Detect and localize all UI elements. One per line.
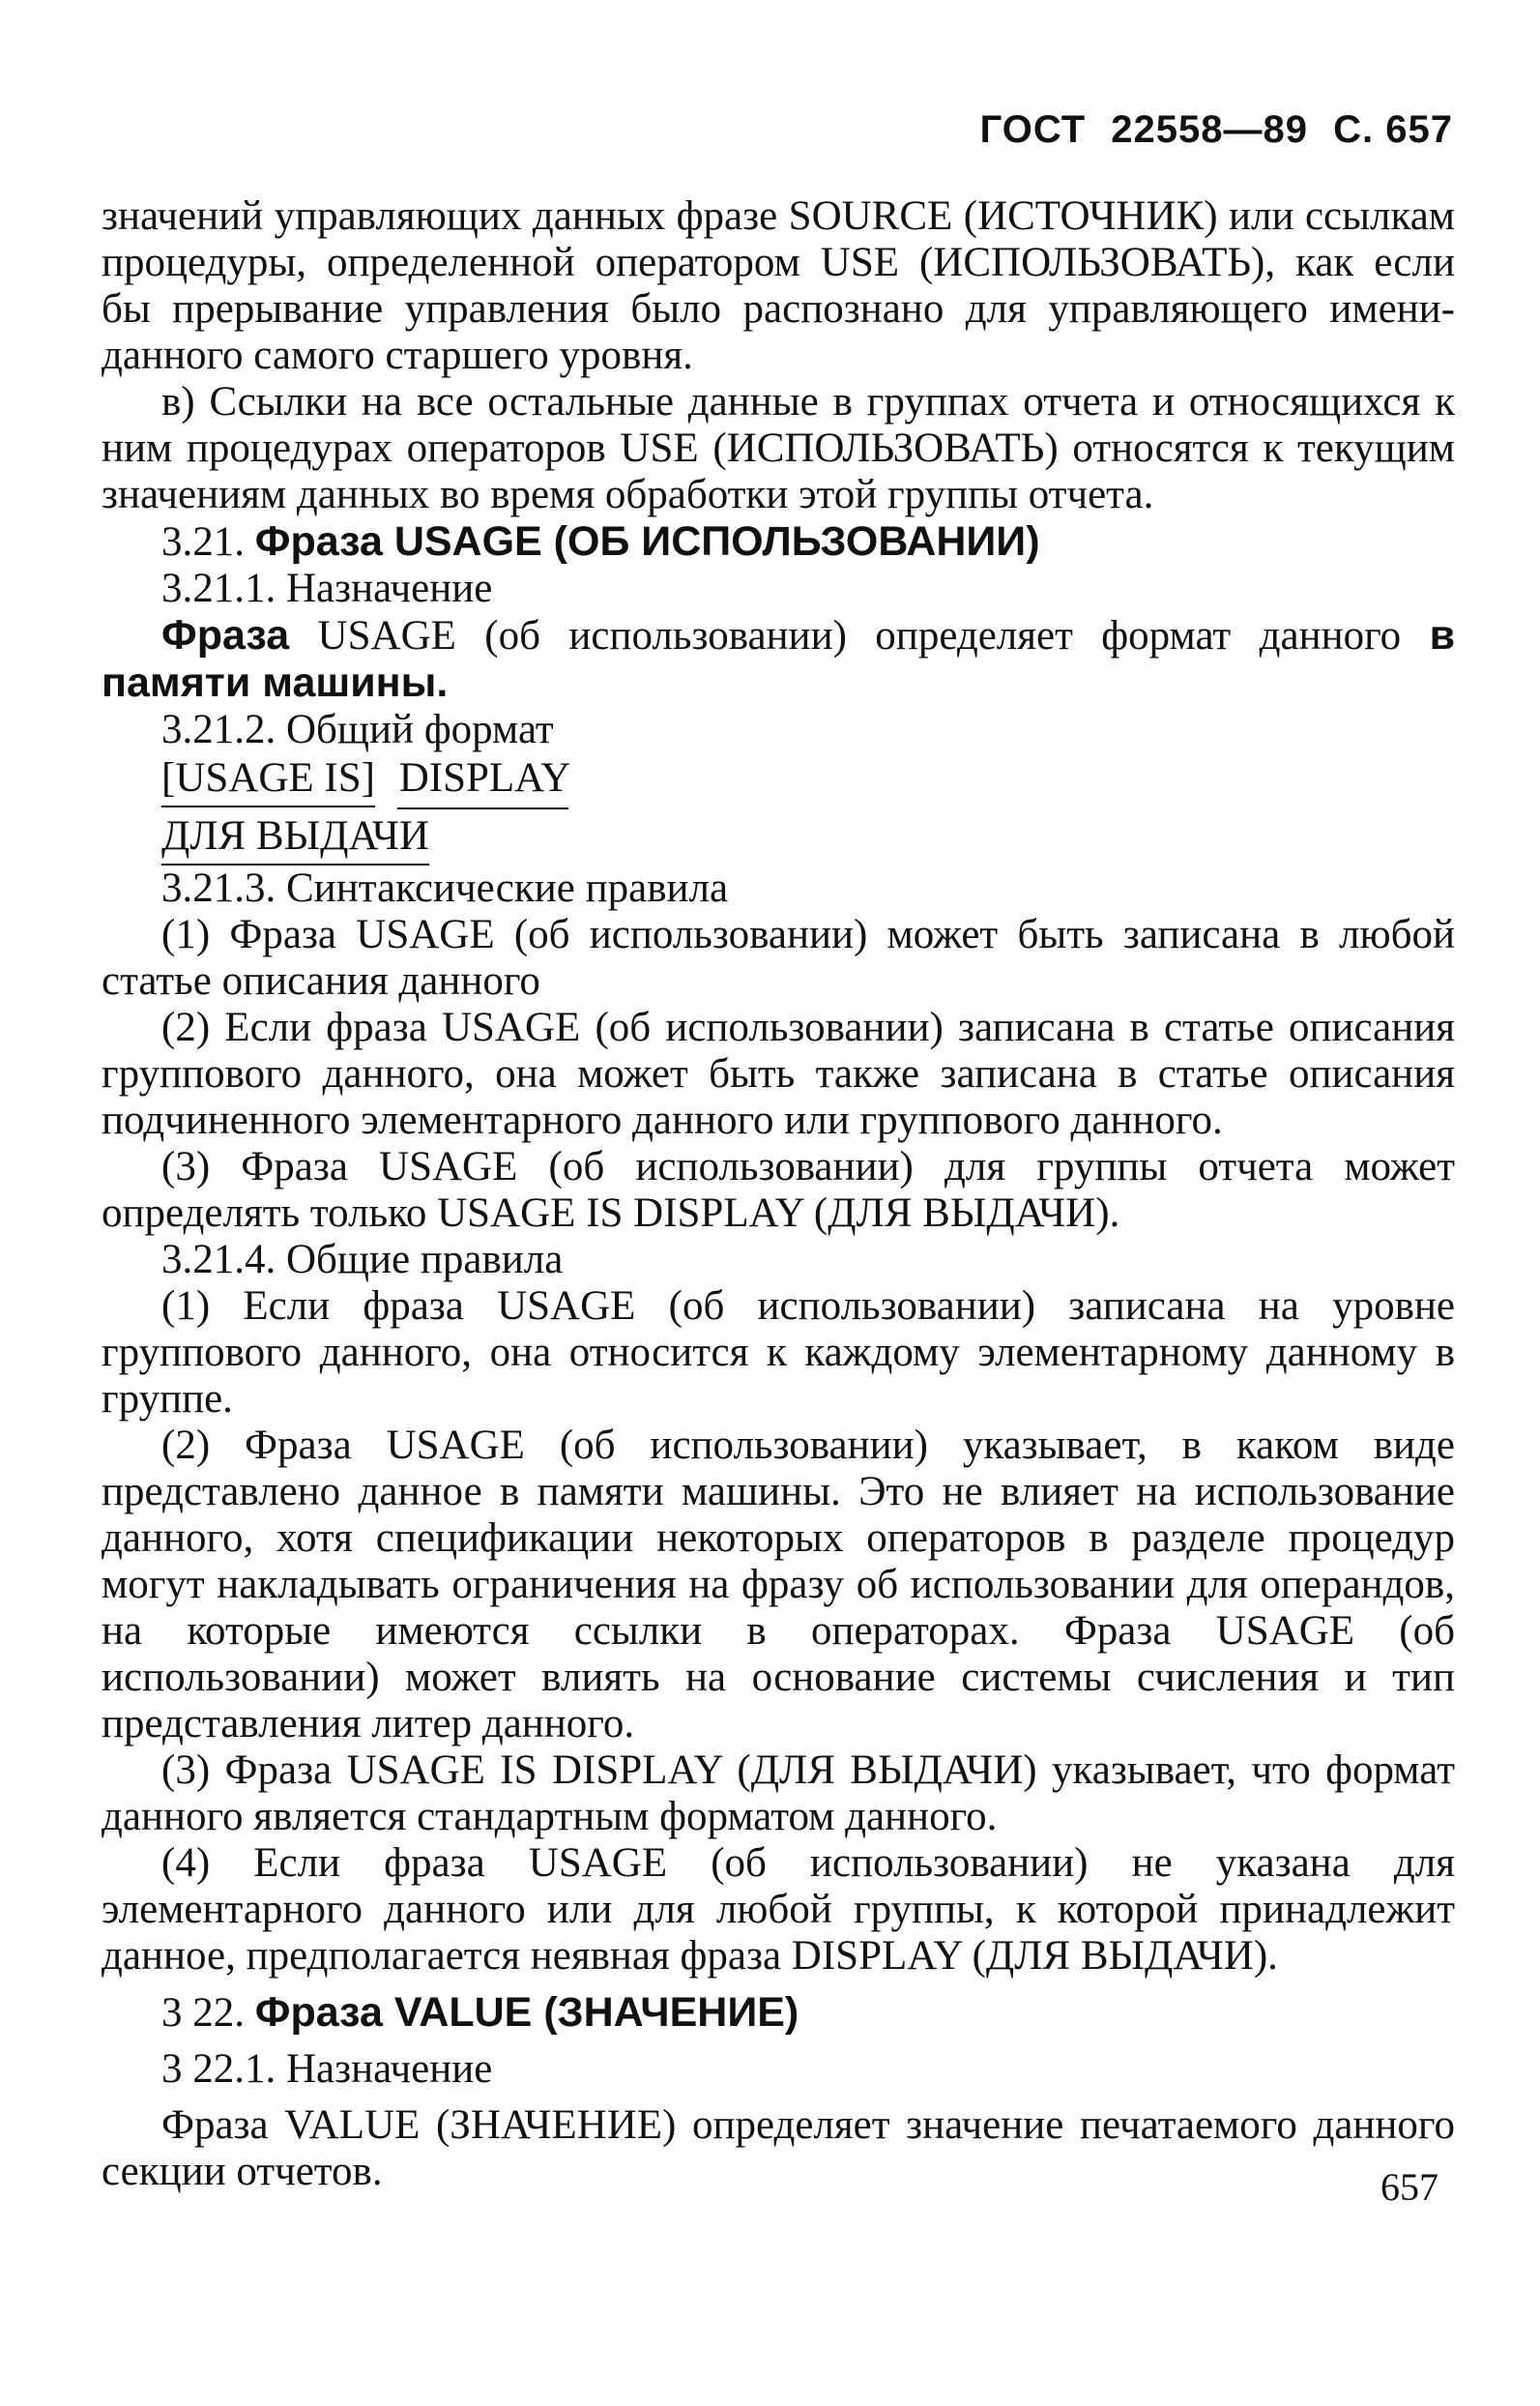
paragraph-item-v: в) Ссылки на все остальные данные в группах отчета и относящихся к ним процедурах операторов USE (ИСПОЛЬЗОВАТЬ) относятся к текущим значениям данных во время обработки этой группы отчета. <box>102 379 1455 517</box>
syntax-rule-2: (2) Если фраза USAGE (об использовании) записана в статье описания группового данного, она может быть также записана в статье описания подчиненного элементарного данного или группового данного. <box>102 1005 1455 1143</box>
subsection-heading-3-21-2 <box>102 707 1455 753</box>
section-title: Фраза USAGE (ОБ ИСПОЛЬЗОВАНИИ) <box>254 518 1040 565</box>
subsection-heading-3-22-1 <box>102 2046 1455 2093</box>
subsection-title: 3.21.1. Назначение <box>161 566 493 611</box>
subsection-heading-3-21-1 <box>102 566 1455 612</box>
subsection-title: 3.21.2. Общий формат <box>161 707 554 752</box>
format-dlya-vydachi: ДЛЯ ВЫДАЧИ <box>161 811 429 866</box>
format-display: DISPLAY <box>399 753 571 804</box>
purpose-text: USAGE (об использовании) определяет формат данного <box>317 613 1402 659</box>
section-number: 3.21. <box>161 519 245 565</box>
header-page: С. 657 <box>1333 108 1453 151</box>
section-heading-3-22 <box>102 1989 1455 2037</box>
purpose-end: в памяти машины. <box>102 612 1455 706</box>
header-gost: ГОСТ <box>979 108 1087 151</box>
general-rule-2: (2) Фраза USAGE (об использовании) указывает, в каком виде представлено данное в памяти машины. Это не влияет на использование данного, хотя спецификации некоторых операторов в разделе процедур могут накладывать ограничения на фразу об использовании для операндов, на которые имеются ссылки в операторах. Фраза USAGE (об использовании) может влиять на основание системы счисления и тип представления литер данного. <box>102 1423 1455 1746</box>
paragraph-value-purpose: Фраза VALUE (ЗНАЧЕНИЕ) определяет значение печатаемого данного секции отчетов. <box>102 2102 1455 2194</box>
format-usage-is: [USAGE IS] <box>161 753 375 807</box>
subsection-heading-3-21-4 <box>102 1237 1455 1283</box>
page-number: 657 <box>1380 2165 1438 2209</box>
general-rule-1: (1) Если фраза USAGE (об использовании) записана на уровне группового данного, она относится к каждому элементарному данному в группе. <box>102 1283 1455 1422</box>
general-format-line-1 <box>102 753 1455 807</box>
syntax-rule-3: (3) Фраза USAGE (об использовании) для группы отчета может определять только USAGE IS DISPLAY (ДЛЯ ВЫДАЧИ). <box>102 1144 1455 1236</box>
header-standard-code: 22558—89 <box>1111 108 1309 151</box>
subsection-heading-3-21-3 <box>102 866 1455 912</box>
section-number: 3 22. <box>161 1990 245 2036</box>
general-format-line-2 <box>102 811 1455 866</box>
general-rule-4: (4) Если фраза USAGE (об использовании) не указана для элементарного данного или для любой группы, к которой принадлежит данное, предполагается неявная фраза DISPLAY (ДЛЯ ВЫДАЧИ). <box>102 1840 1455 1979</box>
paragraph-purpose <box>102 612 1455 707</box>
subsection-title: 3.21.4. Общие правила <box>161 1237 564 1282</box>
page-header <box>980 108 1453 152</box>
general-rule-3: (3) Фраза USAGE IS DISPLAY (ДЛЯ ВЫДАЧИ) указывает, что формат данного является стандартным форматом данного. <box>102 1747 1455 1839</box>
syntax-rule-1: (1) Фраза USAGE (об использовании) может быть записана в любой статье описания данного <box>102 912 1455 1004</box>
subsection-title: 3 22.1. Назначение <box>161 2046 493 2092</box>
section-heading-3-21 <box>102 518 1455 566</box>
paragraph-continuation: значений управляющих данных фразе SOURCE (ИСТОЧНИК) или ссылкам процедуры, определенной оператором USE (ИСПОЛЬЗОВАТЬ), как если бы прерывание управления было распознано для управляющего имени-данного самого старшего уровня. <box>102 193 1455 378</box>
purpose-lead: Фраза <box>161 612 290 659</box>
section-title: Фраза VALUE (ЗНАЧЕНИЕ) <box>254 1989 799 2036</box>
document-body <box>102 193 1455 2195</box>
subsection-title: 3.21.3. Синтаксические правила <box>161 866 729 911</box>
